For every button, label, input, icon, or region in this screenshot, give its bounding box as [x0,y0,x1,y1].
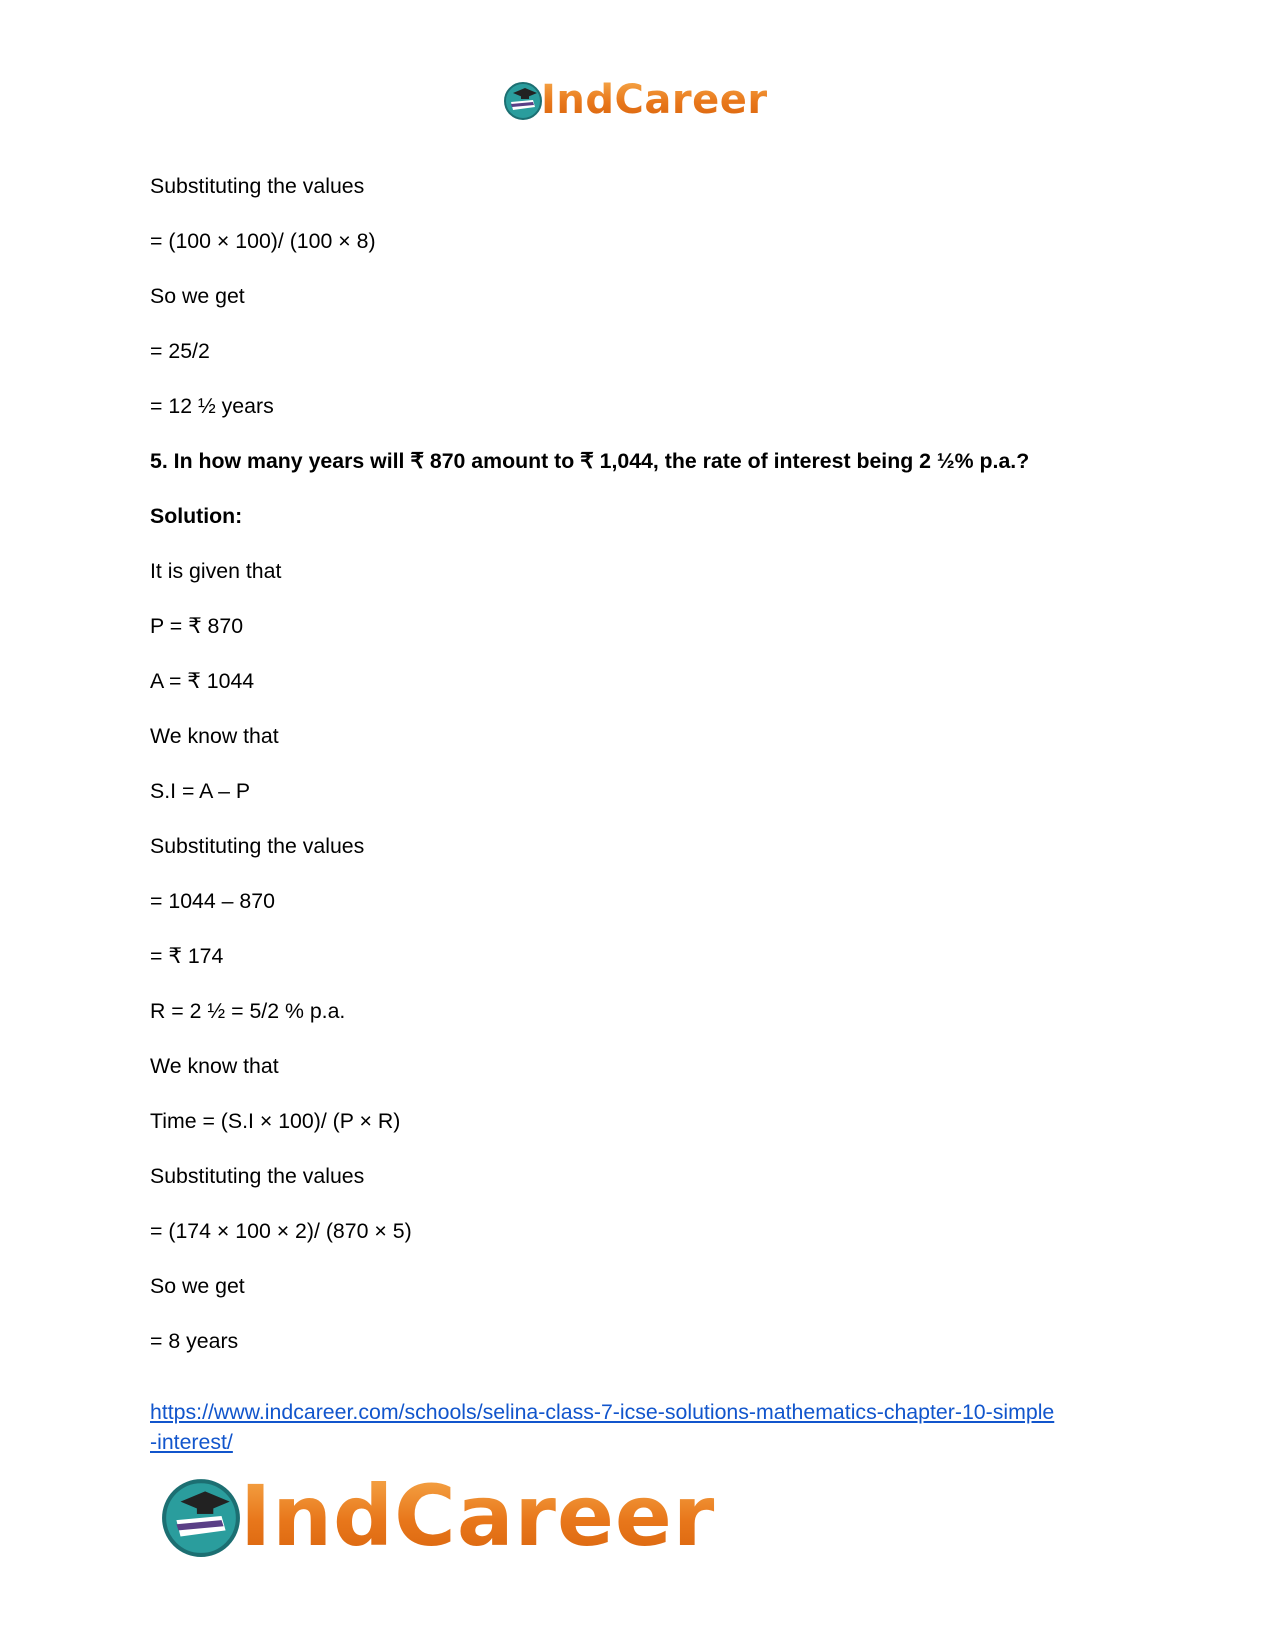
globe-book-icon [503,80,543,120]
solution-line: P = ₹ 870 [150,614,244,638]
question-heading-line: Solution: [150,504,243,528]
source-link-line-1[interactable]: https://www.indcareer.com/schools/selina-class-7-icse-solutions-mathematics-chapter-10-simple [150,1400,1055,1424]
solution-line: We know that [150,724,279,748]
source-link-line-2[interactable]: -interest/ [150,1430,233,1454]
question-heading-line: 5. In how many years will ₹ 870 amount to ₹ 1,044, the rate of interest being 2 ½% p.a.? [150,449,1030,473]
globe-book-icon [160,1475,242,1557]
solution-line: It is given that [150,559,282,583]
solution-line: = (100 × 100)/ (100 × 8) [150,229,376,253]
solution-line: = (174 × 100 × 2)/ (870 × 5) [150,1219,412,1243]
solution-line: A = ₹ 1044 [150,669,255,693]
solution-line: = 1044 – 870 [150,889,275,913]
logo-text: IndCareer [240,1467,716,1565]
solution-line: Substituting the values [150,174,365,198]
solution-line: Time = (S.I × 100)/ (P × R) [150,1109,401,1133]
header-logo [503,78,768,122]
solution-line: = 12 ½ years [150,394,274,418]
document-body [150,173,1150,1383]
solution-line: = ₹ 174 [150,944,224,968]
solution-line: = 8 years [150,1329,239,1353]
solution-line: So we get [150,1274,245,1298]
solution-line: Substituting the values [150,1164,365,1188]
solution-line: = 25/2 [150,339,210,363]
solution-line: We know that [150,1054,279,1078]
solution-line: So we get [150,284,245,308]
source-link[interactable] [150,1397,1150,1457]
footer-logo [160,1467,716,1565]
solution-line: Substituting the values [150,834,365,858]
logo-text: IndCareer [541,77,768,123]
solution-line: S.I = A – P [150,779,251,803]
solution-line: R = 2 ½ = 5/2 % p.a. [150,999,346,1023]
